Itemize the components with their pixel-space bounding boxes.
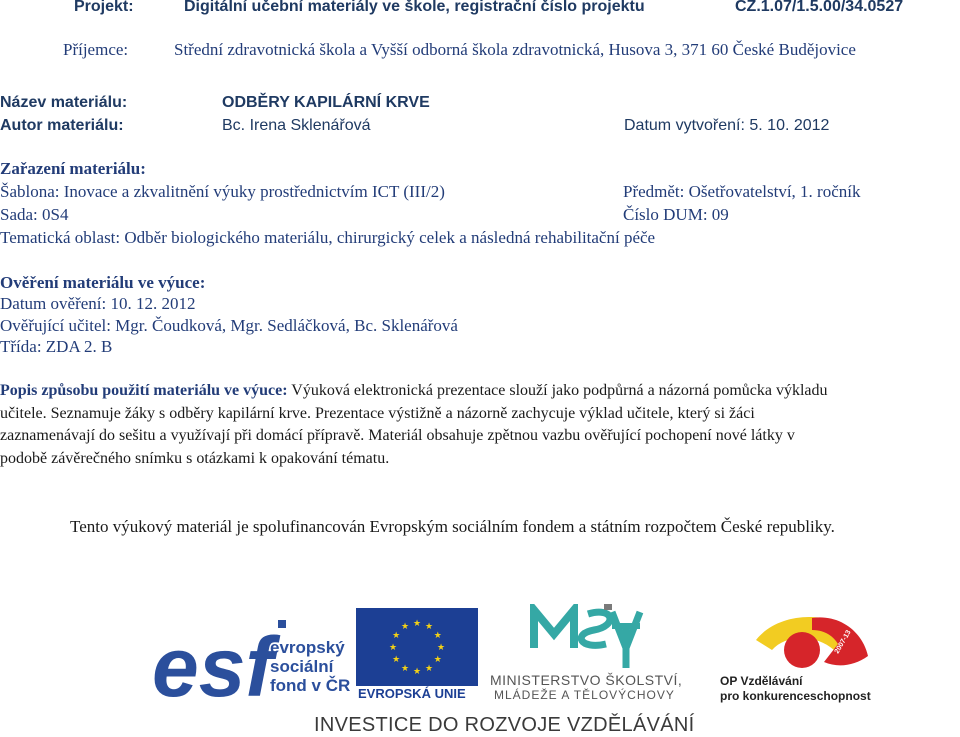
eu-star-icon: ★ bbox=[433, 654, 442, 664]
op-line-1: OP Vzdělávání bbox=[720, 674, 803, 688]
prijemce-label: Příjemce: bbox=[63, 40, 129, 59]
eu-star-icon: ★ bbox=[392, 654, 401, 664]
msmt-logo bbox=[490, 604, 690, 704]
projekt-label: Projekt: bbox=[74, 0, 134, 15]
predmet: Předmět: Ošetřovatelství, 1. ročník bbox=[623, 182, 861, 201]
financovani-statement: Tento výukový materiál je spolufinancován Evropským sociálním fondem a státním rozpočtem České republiky. bbox=[70, 517, 835, 536]
eu-star-icon: ★ bbox=[424, 662, 434, 673]
sablona: Šablona: Inovace a zkvalitnění výuky prostřednictvím ICT (III/2) bbox=[0, 182, 445, 201]
overujici-ucitel: Ověřující učitel: Mgr. Čoudková, Mgr. Sedláčková, Bc. Sklenářová bbox=[0, 316, 458, 335]
eu-star-icon: ★ bbox=[433, 630, 442, 640]
eu-star-icon: ★ bbox=[392, 630, 401, 640]
eu-star-icon: ★ bbox=[436, 642, 446, 652]
datum-vytvoreni: Datum vytvoření: 5. 10. 2012 bbox=[624, 117, 830, 134]
sada: Sada: 0S4 bbox=[0, 205, 69, 224]
bottom-slogan: INVESTICE DO ROZVOJE VZDĚLÁVÁNÍ bbox=[314, 714, 695, 736]
autor-value: Bc. Irena Sklenářová bbox=[222, 117, 371, 134]
eu-label: EVROPSKÁ UNIE bbox=[358, 686, 466, 701]
cislo-dum: Číslo DUM: 09 bbox=[623, 205, 729, 224]
nazev-label: Název materiálu: bbox=[0, 94, 128, 111]
projekt-value: Digitální učební materiály ve škole, registrační číslo projektu bbox=[184, 0, 645, 15]
esf-line-1: evropský bbox=[270, 638, 345, 657]
msmt-line-2: MLÁDEŽE A TĚLOVÝCHOVY bbox=[494, 688, 675, 702]
op-logo bbox=[698, 610, 960, 706]
eu-star-icon: ★ bbox=[400, 662, 410, 673]
msmt-emblem-icon bbox=[530, 604, 670, 670]
eu-star-icon: ★ bbox=[388, 642, 398, 652]
op-badge-icon bbox=[742, 610, 872, 674]
esf-logo bbox=[152, 606, 352, 710]
esf-text bbox=[270, 638, 350, 695]
projekt-number: CZ.1.07/1.5.00/34.0527 bbox=[735, 0, 904, 15]
eu-star-icon: ★ bbox=[400, 621, 410, 632]
popis-line-1: Výuková elektronická prezentace slouží jako podpůrná a názorná pomůcka výkladu bbox=[287, 382, 828, 399]
trida: Třída: ZDA 2. B bbox=[0, 337, 113, 356]
popis-line-2: učitele. Seznamuje žáky s odběry kapilární krve. Prezentace výstižně a názorně zachycuje výklad učitele, který si žáci bbox=[0, 404, 755, 422]
eu-star-icon: ★ bbox=[424, 621, 434, 632]
eu-star-icon: ★ bbox=[412, 618, 422, 628]
op-line-2: pro konkurenceschopnost bbox=[720, 689, 871, 703]
overeni-heading: Ověření materiálu ve výuce: bbox=[0, 273, 206, 292]
nazev-value: ODBĚRY KAPILÁRNÍ KRVE bbox=[222, 94, 430, 111]
prijemce-value: Střední zdravotnická škola a Vyšší odborná škola zdravotnická, Husova 3, 371 60 České Budějovice bbox=[174, 40, 856, 59]
eu-flag-icon bbox=[356, 608, 478, 686]
tematicka-oblast: Tematická oblast: Odběr biologického materiálu, chirurgický celek a následná rehabilitační péče bbox=[0, 228, 656, 247]
popis-line-4: podobě závěrečného snímku s otázkami k opakování tématu. bbox=[0, 449, 390, 467]
msmt-line-1: MINISTERSTVO ŠKOLSTVÍ, bbox=[490, 672, 683, 688]
esf-mark: esf bbox=[152, 620, 274, 710]
op-badge-years: 2007-13 bbox=[833, 629, 853, 655]
esf-line-2: sociální bbox=[270, 657, 334, 676]
popis-line-3: zaznamenávají do sešitu a využívají při domácí přípravě. Materiál obsahuje zpětnou vazbu ověřující pochopení nové látky v bbox=[0, 427, 795, 444]
popis-paragraph bbox=[0, 380, 958, 470]
esf-line-3: fond v ČR bbox=[270, 676, 351, 695]
esf-square bbox=[278, 620, 286, 628]
autor-label: Autor materiálu: bbox=[0, 117, 124, 134]
datum-overeni: Datum ověření: 10. 12. 2012 bbox=[0, 294, 196, 313]
eu-logo bbox=[356, 608, 478, 704]
zarazeni-heading: Zařazení materiálu: bbox=[0, 159, 146, 178]
popis-label: Popis způsobu použití materiálu ve výuce: bbox=[0, 382, 288, 399]
eu-star-icon: ★ bbox=[412, 666, 422, 676]
